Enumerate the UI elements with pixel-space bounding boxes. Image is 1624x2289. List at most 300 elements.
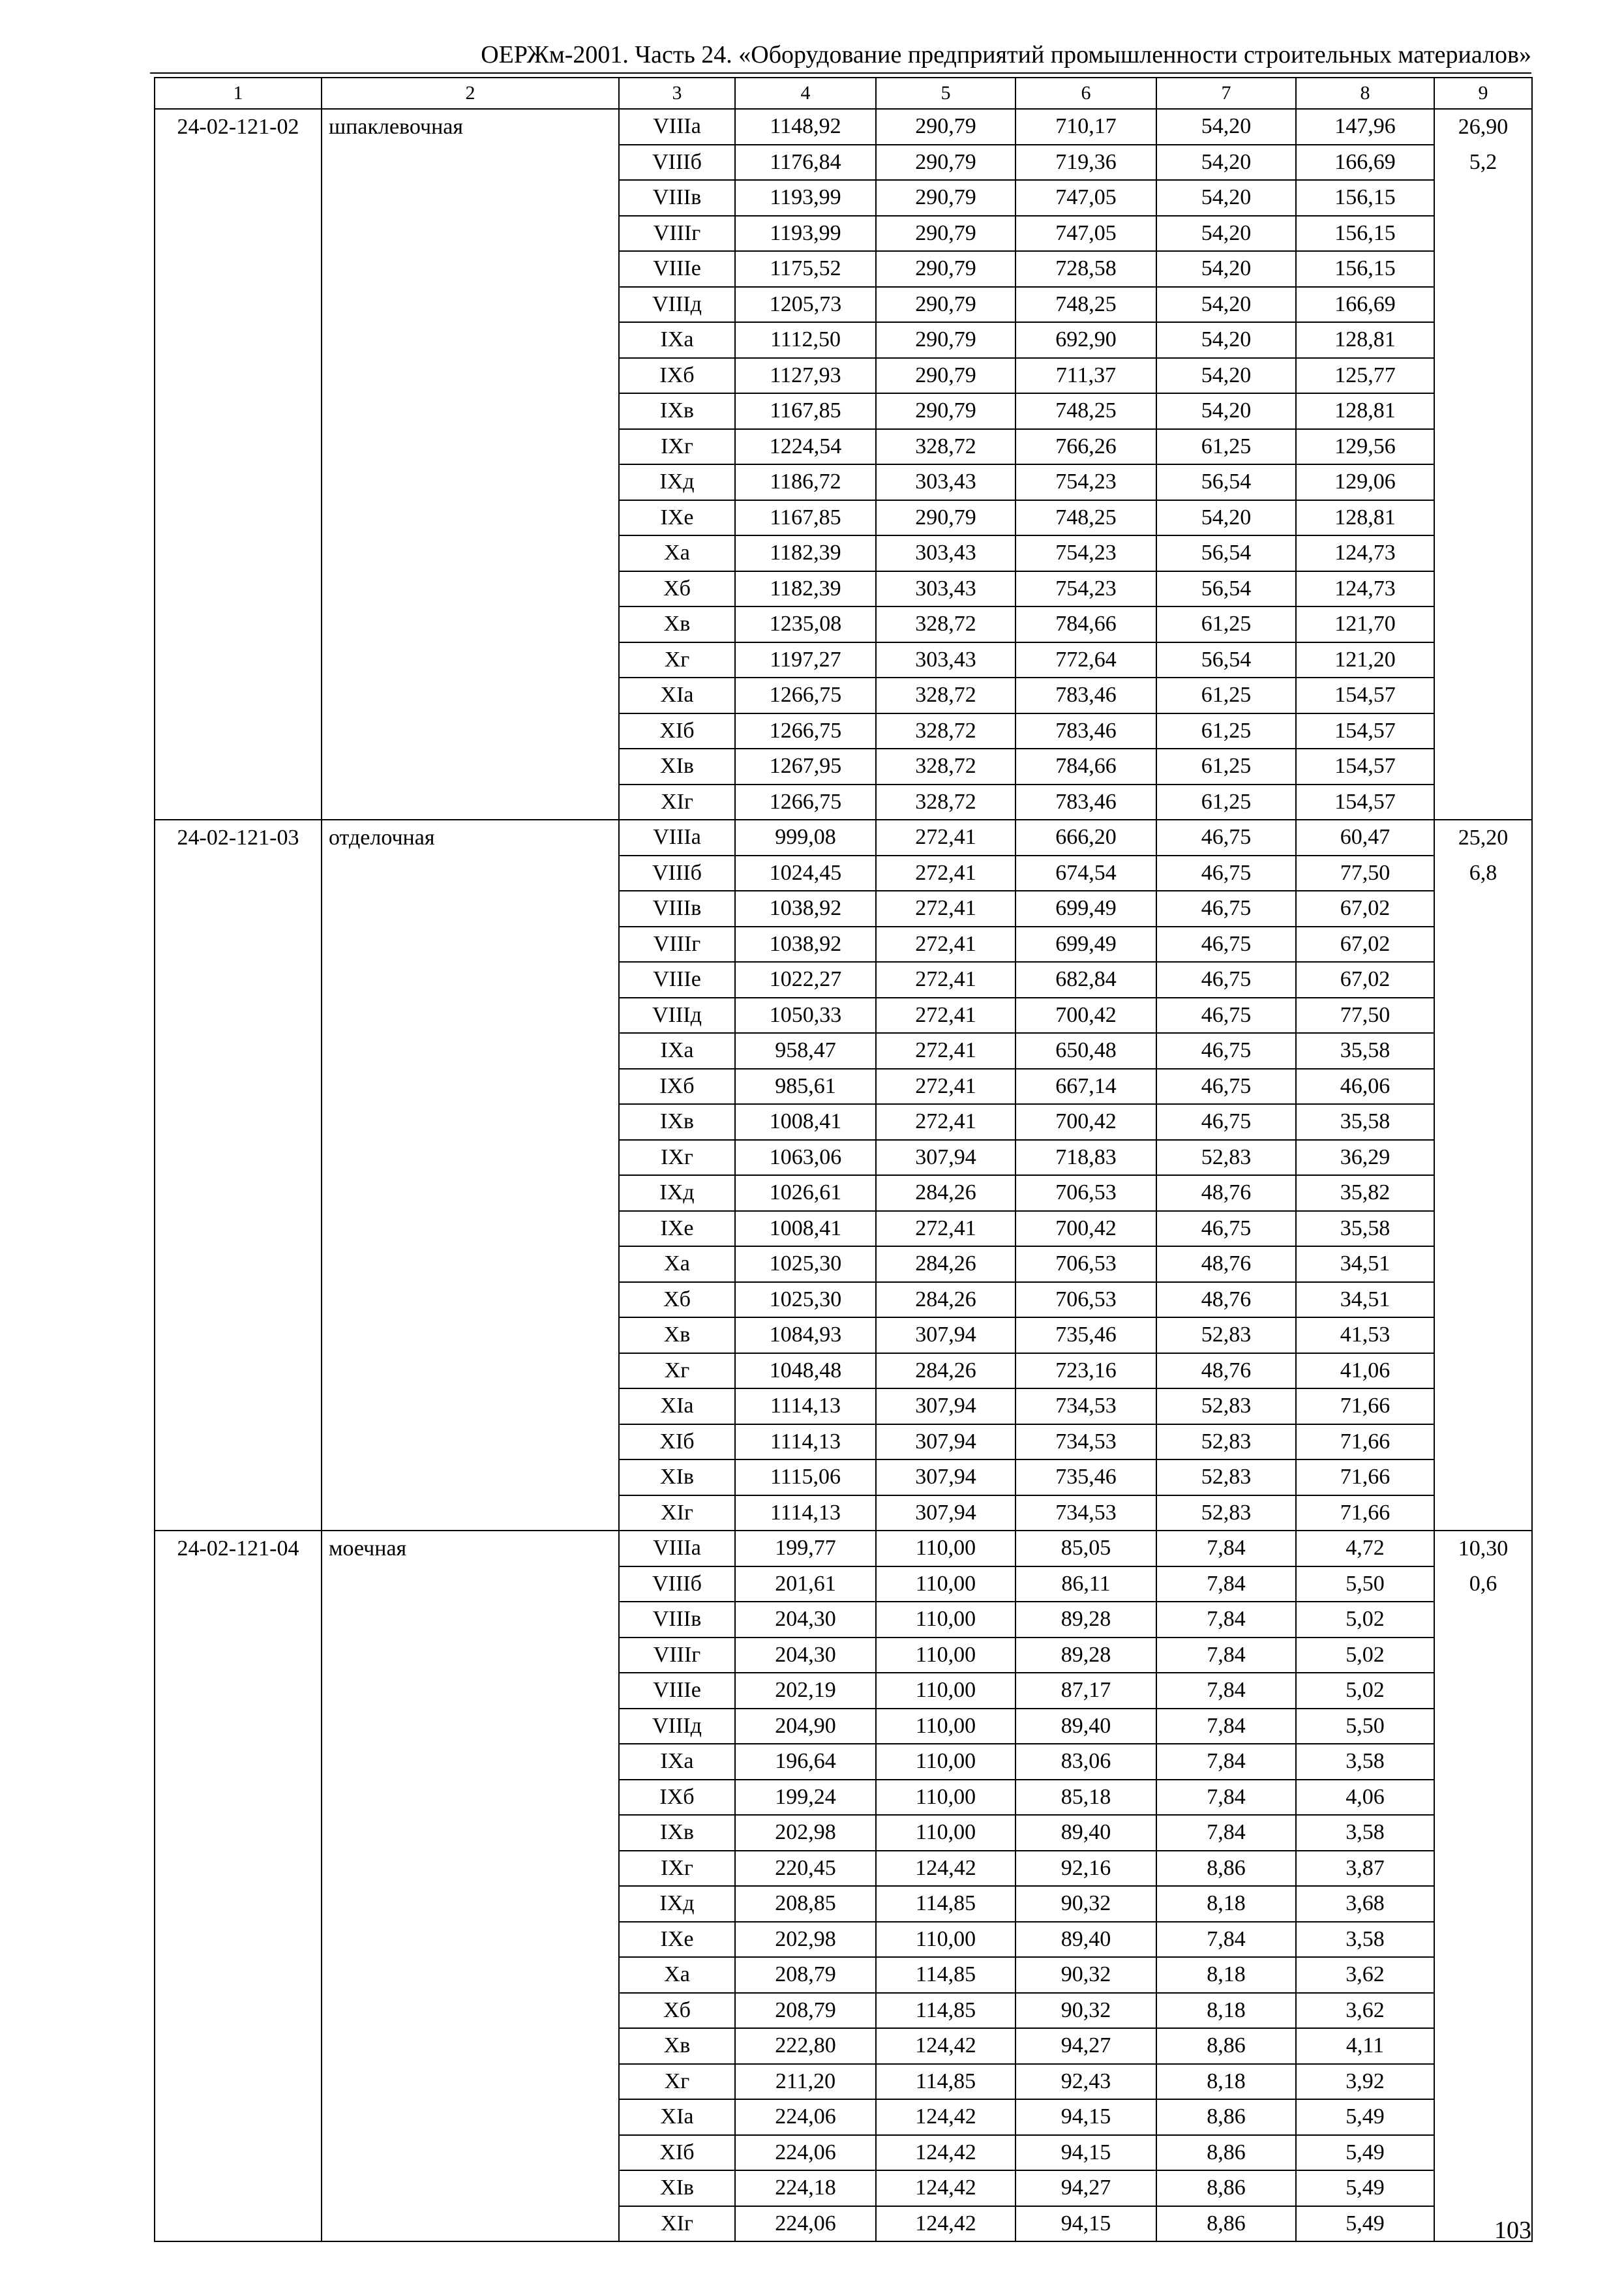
value-cell: 52,83 [1156, 1424, 1296, 1460]
value-cell: 1182,39 [735, 535, 876, 571]
value-cell: 89,28 [1015, 1602, 1156, 1638]
value-cell: 754,23 [1015, 571, 1156, 607]
value-cell: 728,58 [1015, 251, 1156, 287]
value-cell: 290,79 [876, 251, 1015, 287]
extra-value-empty [1434, 749, 1532, 785]
value-cell: 199,77 [735, 1531, 876, 1566]
rate-name-empty [322, 322, 619, 358]
value-cell: 110,00 [876, 1744, 1015, 1780]
extra-value-empty [1434, 927, 1532, 963]
zone-cell: XIв [619, 749, 735, 785]
value-cell: 89,28 [1015, 1638, 1156, 1673]
value-cell: 156,15 [1296, 216, 1434, 252]
value-cell: 199,24 [735, 1780, 876, 1816]
value-cell: 36,29 [1296, 1140, 1434, 1176]
zone-cell: IXд [619, 464, 735, 500]
zone-cell: XIг [619, 785, 735, 820]
value-cell: 156,15 [1296, 180, 1434, 216]
table-row [155, 180, 1532, 216]
value-cell: 110,00 [876, 1566, 1015, 1602]
value-cell: 61,25 [1156, 785, 1296, 820]
table-row [155, 322, 1532, 358]
rate-name-empty [322, 891, 619, 927]
value-cell: 46,75 [1156, 1104, 1296, 1140]
extra-value-empty [1434, 1495, 1532, 1531]
zone-cell: IXд [619, 1175, 735, 1211]
value-cell: 89,40 [1015, 1922, 1156, 1958]
value-cell: 92,43 [1015, 2064, 1156, 2100]
zone-cell: VIIIб [619, 145, 735, 181]
value-cell: 208,79 [735, 1993, 876, 2029]
value-cell: 8,86 [1156, 1851, 1296, 1887]
value-cell: 734,53 [1015, 1495, 1156, 1531]
zone-cell: IXа [619, 322, 735, 358]
value-cell: 1197,27 [735, 642, 876, 678]
value-cell: 67,02 [1296, 927, 1434, 963]
extra-value-empty [1434, 1922, 1532, 1958]
value-cell: 1167,85 [735, 393, 876, 429]
column-number-row [155, 78, 1532, 109]
value-cell: 3,68 [1296, 1886, 1434, 1922]
value-cell: 1267,95 [735, 749, 876, 785]
rate-name-empty [322, 1495, 619, 1531]
extra-value-empty [1434, 1246, 1532, 1282]
rate-name-empty [322, 1317, 619, 1353]
rate-name-empty [322, 2206, 619, 2242]
value-cell: 783,46 [1015, 713, 1156, 749]
table-row [155, 535, 1532, 571]
extra-value-empty [1434, 322, 1532, 358]
zone-cell: IXг [619, 1140, 735, 1176]
value-cell: 5,49 [1296, 2099, 1434, 2135]
value-cell: 202,98 [735, 1922, 876, 1958]
extra-value-cell: 6,8 [1434, 856, 1532, 891]
rate-name-empty [322, 1175, 619, 1211]
value-cell: 54,20 [1156, 358, 1296, 394]
zone-cell: Xв [619, 2028, 735, 2064]
zone-cell: XIб [619, 713, 735, 749]
rate-name-empty [322, 2064, 619, 2100]
rate-code-empty [155, 678, 322, 713]
table-row [155, 1993, 1532, 2029]
value-cell: 204,90 [735, 1709, 876, 1744]
value-cell: 290,79 [876, 109, 1015, 145]
value-cell: 166,69 [1296, 145, 1434, 181]
value-cell: 121,20 [1296, 642, 1434, 678]
value-cell: 46,75 [1156, 891, 1296, 927]
rate-code-empty [155, 2064, 322, 2100]
rate-code-empty [155, 1709, 322, 1744]
value-cell: 1115,06 [735, 1459, 876, 1495]
zone-cell: IXе [619, 500, 735, 536]
value-cell: 985,61 [735, 1069, 876, 1105]
extra-value-empty [1434, 785, 1532, 820]
value-cell: 328,72 [876, 606, 1015, 642]
zone-cell: IXг [619, 429, 735, 465]
rate-code-empty [155, 1424, 322, 1460]
value-cell: 719,36 [1015, 145, 1156, 181]
value-cell: 110,00 [876, 1780, 1015, 1816]
rate-name-empty [322, 998, 619, 1034]
rate-name-empty [322, 2135, 619, 2171]
extra-value-empty [1434, 1780, 1532, 1816]
value-cell: 54,20 [1156, 322, 1296, 358]
zone-cell: Xа [619, 1957, 735, 1993]
value-cell: 284,26 [876, 1282, 1015, 1318]
value-cell: 1025,30 [735, 1282, 876, 1318]
value-cell: 54,20 [1156, 251, 1296, 287]
rate-name-empty [322, 713, 619, 749]
rate-code-empty [155, 2170, 322, 2206]
value-cell: 723,16 [1015, 1353, 1156, 1389]
rate-code: 24-02-121-03 [155, 820, 322, 856]
value-cell: 202,98 [735, 1815, 876, 1851]
value-cell: 124,42 [876, 1851, 1015, 1887]
value-cell: 272,41 [876, 820, 1015, 856]
value-cell: 718,83 [1015, 1140, 1156, 1176]
rate-code-empty [155, 1993, 322, 2029]
value-cell: 8,86 [1156, 2099, 1296, 2135]
extra-value-cell: 25,20 [1434, 820, 1532, 856]
value-cell: 154,57 [1296, 749, 1434, 785]
value-cell: 61,25 [1156, 606, 1296, 642]
value-cell: 110,00 [876, 1922, 1015, 1958]
column-number: 3 [619, 78, 735, 109]
extra-value-empty [1434, 1282, 1532, 1318]
value-cell: 54,20 [1156, 145, 1296, 181]
value-cell: 124,42 [876, 2206, 1015, 2242]
value-cell: 307,94 [876, 1424, 1015, 1460]
table-row [155, 1459, 1532, 1495]
value-cell: 1025,30 [735, 1246, 876, 1282]
rate-code-empty [155, 287, 322, 323]
value-cell: 1235,08 [735, 606, 876, 642]
value-cell: 272,41 [876, 856, 1015, 891]
value-cell: 4,11 [1296, 2028, 1434, 2064]
table-row [155, 891, 1532, 927]
value-cell: 711,37 [1015, 358, 1156, 394]
column-number: 8 [1296, 78, 1434, 109]
value-cell: 71,66 [1296, 1495, 1434, 1531]
zone-cell: IXб [619, 358, 735, 394]
value-cell: 754,23 [1015, 464, 1156, 500]
column-number: 6 [1015, 78, 1156, 109]
value-cell: 7,84 [1156, 1780, 1296, 1816]
value-cell: 1038,92 [735, 891, 876, 927]
value-cell: 1112,50 [735, 322, 876, 358]
extra-value-empty [1434, 1709, 1532, 1744]
value-cell: 700,42 [1015, 1104, 1156, 1140]
table-row [155, 500, 1532, 536]
rate-name-empty [322, 2099, 619, 2135]
value-cell: 46,75 [1156, 998, 1296, 1034]
rate-name-empty [322, 2170, 619, 2206]
rate-name-empty [322, 180, 619, 216]
value-cell: 3,58 [1296, 1744, 1434, 1780]
extra-value-empty [1434, 1140, 1532, 1176]
table-row [155, 251, 1532, 287]
value-cell: 34,51 [1296, 1246, 1434, 1282]
value-cell: 784,66 [1015, 749, 1156, 785]
value-cell: 114,85 [876, 1993, 1015, 2029]
value-cell: 1266,75 [735, 678, 876, 713]
table-row [155, 1424, 1532, 1460]
value-cell: 56,54 [1156, 464, 1296, 500]
zone-cell: IXв [619, 1815, 735, 1851]
value-cell: 1127,93 [735, 358, 876, 394]
value-cell: 128,81 [1296, 322, 1434, 358]
value-cell: 706,53 [1015, 1175, 1156, 1211]
table-row [155, 1957, 1532, 1993]
value-cell: 7,84 [1156, 1673, 1296, 1709]
value-cell: 46,75 [1156, 1211, 1296, 1247]
zone-cell: Xа [619, 535, 735, 571]
value-cell: 1084,93 [735, 1317, 876, 1353]
value-cell: 307,94 [876, 1459, 1015, 1495]
table-row [155, 2206, 1532, 2242]
rate-code-empty [155, 322, 322, 358]
rate-name-empty [322, 1673, 619, 1709]
value-cell: 706,53 [1015, 1282, 1156, 1318]
table-body [155, 78, 1532, 2241]
column-number: 1 [155, 78, 322, 109]
value-cell: 666,20 [1015, 820, 1156, 856]
table-row [155, 571, 1532, 607]
zone-cell: Xб [619, 1993, 735, 2029]
value-cell: 46,75 [1156, 856, 1296, 891]
rate-name-empty [322, 1566, 619, 1602]
rate-code-empty [155, 1780, 322, 1816]
value-cell: 272,41 [876, 1069, 1015, 1105]
value-cell: 272,41 [876, 998, 1015, 1034]
rate-code-empty [155, 927, 322, 963]
value-cell: 328,72 [876, 713, 1015, 749]
value-cell: 35,58 [1296, 1033, 1434, 1069]
value-cell: 1148,92 [735, 109, 876, 145]
extra-value-empty [1434, 1886, 1532, 1922]
zone-cell: VIIIд [619, 998, 735, 1034]
value-cell: 54,20 [1156, 393, 1296, 429]
rate-code-empty [155, 1744, 322, 1780]
zone-cell: IXе [619, 1211, 735, 1247]
value-cell: 52,83 [1156, 1140, 1296, 1176]
table-row [155, 287, 1532, 323]
extra-value-empty [1434, 713, 1532, 749]
value-cell: 129,56 [1296, 429, 1434, 465]
table-row [155, 1069, 1532, 1105]
value-cell: 7,84 [1156, 1744, 1296, 1780]
rate-code-empty [155, 1673, 322, 1709]
value-cell: 3,58 [1296, 1815, 1434, 1851]
table-row [155, 1353, 1532, 1389]
rate-code-empty [155, 1957, 322, 1993]
extra-value-empty [1434, 2135, 1532, 2171]
value-cell: 307,94 [876, 1317, 1015, 1353]
extra-value-empty [1434, 1104, 1532, 1140]
value-cell: 699,49 [1015, 891, 1156, 927]
rate-code-empty [155, 1922, 322, 1958]
value-cell: 5,49 [1296, 2135, 1434, 2171]
rate-code-empty [155, 2135, 322, 2171]
rate-name: моечная [322, 1531, 619, 1566]
rate-name-empty [322, 571, 619, 607]
rate-name-empty [322, 287, 619, 323]
rates-table [154, 77, 1533, 2242]
rate-name-empty [322, 1459, 619, 1495]
value-cell: 67,02 [1296, 962, 1434, 998]
zone-cell: VIIIа [619, 109, 735, 145]
value-cell: 290,79 [876, 216, 1015, 252]
value-cell: 290,79 [876, 322, 1015, 358]
zone-cell: VIIIб [619, 856, 735, 891]
rate-name-empty [322, 358, 619, 394]
header-rule [150, 72, 1531, 74]
zone-cell: Xб [619, 1282, 735, 1318]
rate-code-empty [155, 2206, 322, 2242]
value-cell: 124,42 [876, 2099, 1015, 2135]
extra-value-empty [1434, 1638, 1532, 1673]
value-cell: 129,06 [1296, 464, 1434, 500]
rate-name-empty [322, 1922, 619, 1958]
extra-value-empty [1434, 1211, 1532, 1247]
value-cell: 48,76 [1156, 1175, 1296, 1211]
value-cell: 60,47 [1296, 820, 1434, 856]
value-cell: 124,73 [1296, 571, 1434, 607]
value-cell: 1193,99 [735, 180, 876, 216]
zone-cell: IXа [619, 1033, 735, 1069]
value-cell: 650,48 [1015, 1033, 1156, 1069]
zone-cell: IXд [619, 1886, 735, 1922]
extra-value-empty [1434, 1353, 1532, 1389]
value-cell: 1182,39 [735, 571, 876, 607]
value-cell: 48,76 [1156, 1246, 1296, 1282]
value-cell: 7,84 [1156, 1815, 1296, 1851]
zone-cell: VIIIв [619, 180, 735, 216]
table-row [155, 1922, 1532, 1958]
rate-code-empty [155, 998, 322, 1034]
value-cell: 1176,84 [735, 145, 876, 181]
rate-name-empty [322, 642, 619, 678]
rate-name-empty [322, 500, 619, 536]
value-cell: 272,41 [876, 1033, 1015, 1069]
zone-cell: XIб [619, 2135, 735, 2171]
extra-value-empty [1434, 998, 1532, 1034]
zone-cell: VIIIе [619, 251, 735, 287]
value-cell: 124,42 [876, 2170, 1015, 2206]
rate-name-empty [322, 1069, 619, 1105]
extra-value-empty [1434, 535, 1532, 571]
value-cell: 1193,99 [735, 216, 876, 252]
rate-name-empty [322, 464, 619, 500]
rate-name-empty [322, 1993, 619, 2029]
value-cell: 48,76 [1156, 1282, 1296, 1318]
value-cell: 54,20 [1156, 180, 1296, 216]
value-cell: 46,75 [1156, 1033, 1296, 1069]
value-cell: 7,84 [1156, 1638, 1296, 1673]
value-cell: 201,61 [735, 1566, 876, 1602]
zone-cell: VIIIв [619, 1602, 735, 1638]
value-cell: 284,26 [876, 1246, 1015, 1282]
value-cell: 54,20 [1156, 287, 1296, 323]
value-cell: 46,75 [1156, 820, 1296, 856]
value-cell: 56,54 [1156, 571, 1296, 607]
rate-code-empty [155, 1175, 322, 1211]
zone-cell: VIIIб [619, 1566, 735, 1602]
value-cell: 54,20 [1156, 216, 1296, 252]
value-cell: 3,62 [1296, 1993, 1434, 2029]
value-cell: 1038,92 [735, 927, 876, 963]
extra-value-empty [1434, 1744, 1532, 1780]
value-cell: 754,23 [1015, 535, 1156, 571]
value-cell: 290,79 [876, 393, 1015, 429]
value-cell: 154,57 [1296, 678, 1434, 713]
rate-name-empty [322, 1815, 619, 1851]
value-cell: 204,30 [735, 1638, 876, 1673]
rate-code-empty [155, 1282, 322, 1318]
value-cell: 61,25 [1156, 713, 1296, 749]
value-cell: 1224,54 [735, 429, 876, 465]
value-cell: 125,77 [1296, 358, 1434, 394]
extra-value-cell: 10,30 [1434, 1531, 1532, 1566]
table-row [155, 820, 1532, 856]
value-cell: 328,72 [876, 785, 1015, 820]
zone-cell: XIв [619, 1459, 735, 1495]
value-cell: 35,58 [1296, 1104, 1434, 1140]
rate-code-empty [155, 891, 322, 927]
rate-code-empty [155, 1104, 322, 1140]
zone-cell: IXг [619, 1851, 735, 1887]
value-cell: 87,17 [1015, 1673, 1156, 1709]
value-cell: 734,53 [1015, 1424, 1156, 1460]
value-cell: 48,76 [1156, 1353, 1296, 1389]
extra-value-cell: 26,90 [1434, 109, 1532, 145]
value-cell: 747,05 [1015, 216, 1156, 252]
value-cell: 92,16 [1015, 1851, 1156, 1887]
zone-cell: IXб [619, 1069, 735, 1105]
value-cell: 224,18 [735, 2170, 876, 2206]
extra-value-empty [1434, 1957, 1532, 1993]
value-cell: 46,06 [1296, 1069, 1434, 1105]
value-cell: 735,46 [1015, 1317, 1156, 1353]
value-cell: 110,00 [876, 1815, 1015, 1851]
value-cell: 56,54 [1156, 535, 1296, 571]
value-cell: 700,42 [1015, 1211, 1156, 1247]
extra-value-empty [1434, 1424, 1532, 1460]
value-cell: 1048,48 [735, 1353, 876, 1389]
rate-name: шпаклевочная [322, 109, 619, 145]
zone-cell: XIг [619, 1495, 735, 1531]
value-cell: 8,18 [1156, 1886, 1296, 1922]
zone-cell: XIв [619, 2170, 735, 2206]
rate-code-empty [155, 429, 322, 465]
extra-value-empty [1434, 2064, 1532, 2100]
extra-value-empty [1434, 891, 1532, 927]
value-cell: 110,00 [876, 1709, 1015, 1744]
value-cell: 224,06 [735, 2135, 876, 2171]
value-cell: 1114,13 [735, 1388, 876, 1424]
extra-value-empty [1434, 251, 1532, 287]
value-cell: 90,32 [1015, 1886, 1156, 1922]
value-cell: 156,15 [1296, 251, 1434, 287]
value-cell: 1175,52 [735, 251, 876, 287]
table-row [155, 1282, 1532, 1318]
value-cell: 5,49 [1296, 2206, 1434, 2242]
zone-cell: VIIIг [619, 927, 735, 963]
rate-code-empty [155, 1246, 322, 1282]
value-cell: 90,32 [1015, 1993, 1156, 2029]
table-row [155, 749, 1532, 785]
page-number: 103 [1494, 2217, 1531, 2244]
